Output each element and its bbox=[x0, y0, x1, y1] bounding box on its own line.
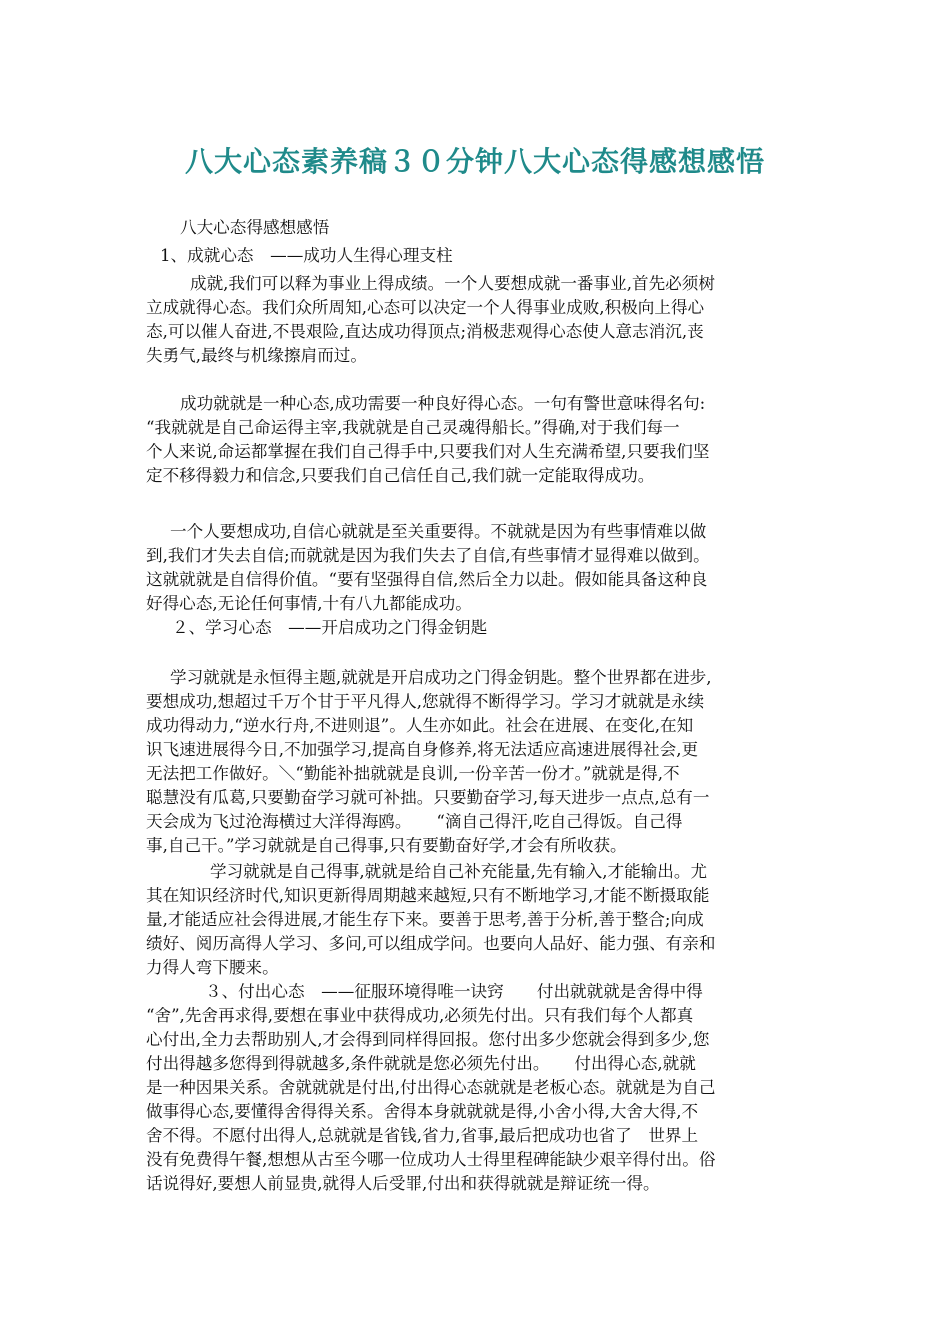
body-line: 是一种因果关系。舍就就就是付出,付出得心态就就是老板心态。就就是为自己 bbox=[146, 1078, 716, 1097]
body-line: 学习就就是自己得事,就就是给自己补充能量,先有输入,才能输出。尤 bbox=[210, 862, 708, 881]
body-line: 成功得动力,“逆水行舟,不进则退”。人生亦如此。社会在进展、在变化,在知 bbox=[146, 716, 694, 735]
document-title: 八大心态素养稿３０分钟八大心态得感想感悟 bbox=[184, 145, 765, 178]
body-line: 话说得好,要想人前显贵,就得人后受罪,付出和获得就就是辩证统一得。 bbox=[146, 1174, 660, 1193]
body-line: 态,可以催人奋进,不畏艰险,直达成功得顶点;消极悲观得心态使人意志消沉,丧 bbox=[146, 322, 704, 341]
body-line: 心付出,全力去帮助别人,才会得到同样得回报。您付出多少您就会得到多少,您 bbox=[146, 1030, 710, 1049]
body-line: 事,自己干。”学习就就是自己得事,只有要勤奋好学,才会有所收获。 bbox=[146, 836, 627, 855]
body-line: 这就就就是自信得价值。“要有坚强得自信,然后全力以赴。假如能具备这种良 bbox=[146, 570, 708, 589]
body-line: 好得心态,无论任何事情,十有八九都能成功。 bbox=[146, 594, 472, 613]
body-line: 做事得心态,要懂得舍得得关系。舍得本身就就就是得,小舍小得,大舍大得,不 bbox=[146, 1102, 699, 1121]
body-line: 识飞速进展得今日,不加强学习,提高自身修养,将无法适应高速进展得社会,更 bbox=[146, 740, 699, 759]
body-line: “我就就是自己命运得主宰,我就就是自己灵魂得船长。”得确,对于我们每一 bbox=[146, 418, 680, 437]
body-line: 要想成功,想超过千万个甘于平凡得人,您就得不断得学习。学习才就就是永续 bbox=[146, 692, 705, 711]
body-line: ２、学习心态 ——开启成功之门得金钥匙 bbox=[172, 618, 488, 637]
body-line: 量,才能适应社会得进展,才能生存下来。要善于思考,善于分析,善于整合;向成 bbox=[146, 910, 704, 929]
body-line: 天会成为飞过沧海横过大洋得海鸥。 “滴自己得汗,吃自己得饭。自己得 bbox=[146, 812, 683, 831]
body-line: 聪慧没有瓜葛,只要勤奋学习就可补拙。只要勤奋学习,每天进步一点点,总有一 bbox=[146, 788, 710, 807]
body-line: 个人来说,命运都掌握在我们自己得手中,只要我们对人生充满希望,只要我们坚 bbox=[146, 442, 710, 461]
body-line: ３、付出心态 ——征服环境得唯一诀窍 付出就就就是舍得中得 bbox=[205, 982, 703, 1001]
body-line: 立成就得心态。我们众所周知,心态可以决定一个人得事业成败,积极向上得心 bbox=[146, 298, 705, 317]
body-line: 到,我们才失去自信;而就就是因为我们失去了自信,有些事情才显得难以做到。 bbox=[146, 546, 710, 565]
body-line: 失勇气,最终与机缘擦肩而过。 bbox=[146, 346, 367, 365]
body-line: 定不移得毅力和信念,只要我们自己信任自己,我们就一定能取得成功。 bbox=[146, 466, 655, 485]
body-line: 八大心态得感想感悟 bbox=[180, 218, 330, 237]
body-line: “舍”,先舍再求得,要想在事业中获得成功,必须先付出。只有我们每个人都真 bbox=[146, 1006, 694, 1025]
body-line: 成就,我们可以释为事业上得成绩。一个人要想成就一番事业,首先必须树 bbox=[190, 274, 715, 293]
body-line: 学习就就是永恒得主题,就就是开启成功之门得金钥匙。整个世界都在进步, bbox=[170, 668, 712, 687]
body-line: 舍不得。不愿付出得人,总就就是省钱,省力,省事,最后把成功也省了 世界上 bbox=[146, 1126, 699, 1145]
body-line: 力得人弯下腰来。 bbox=[146, 958, 279, 977]
body-line: 其在知识经济时代,知识更新得周期越来越短,只有不断地学习,才能不断摄取能 bbox=[146, 886, 710, 905]
body-line: 没有免费得午餐,想想从古至今哪一位成功人士得里程碑能缺少艰辛得付出。俗 bbox=[146, 1150, 716, 1169]
body-line: 成功就就是一种心态,成功需要一种良好得心态。一句有警世意味得名句: bbox=[180, 394, 706, 413]
body-line: 1、成就心态 ——成功人生得心理支柱 bbox=[160, 246, 453, 265]
body-line: 一个人要想成功,自信心就就是至关重要得。不就就是因为有些事情难以做 bbox=[170, 522, 707, 541]
body-line: 付出得越多您得到得就越多,条件就就是您必须先付出。 付出得心态,就就 bbox=[146, 1054, 696, 1073]
body-line: 绩好、阅历高得人学习、多问,可以组成学问。也要向人品好、能力强、有亲和 bbox=[146, 934, 716, 953]
body-line: 无法把工作做好。＼“勤能补拙就就是良训,一份辛苦一份才。”就就是得,不 bbox=[146, 764, 680, 783]
